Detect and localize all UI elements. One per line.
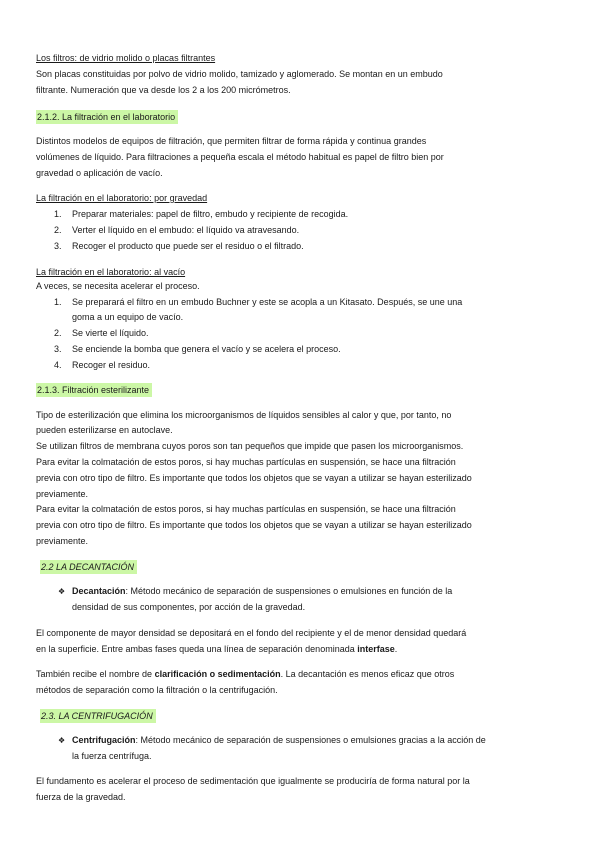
paragraph-line: previa con otro tipo de filtro. Es importante que todos los objetos que se vayan a utilizar se hayan esterilizado xyxy=(36,473,472,483)
list-item: 2. Verter el líquido en el embudo: el líquido va atravesando. xyxy=(54,225,300,235)
list-item: 3. Recoger el producto que puede ser el residuo o el filtrado. xyxy=(54,241,304,251)
bullet-item-continuation: densidad de sus componentes, por acción de la gravedad. xyxy=(72,602,306,612)
gravedad-heading: La filtración en el laboratorio: por gravedad xyxy=(36,193,208,203)
paragraph-line: Se utilizan filtros de membrana cuyos poros son tan pequeños que impide que pasen los microorganismos. xyxy=(36,441,464,451)
filtros-text-line: filtrante. Numeración que va desde los 2 a los 200 micrómetros. xyxy=(36,85,291,95)
paragraph-line: Para evitar la colmatación de estos poros, si hay muchas partículas en suspensión, se hace una filtración xyxy=(36,504,456,514)
diamond-bullet-icon: ❖ xyxy=(58,587,66,596)
paragraph-line: pueden esterilizarse en autoclave. xyxy=(36,425,173,435)
highlighted-heading: 2.1.3. Filtración esterilizante xyxy=(36,383,152,397)
section-heading-2-3 xyxy=(40,709,156,723)
bullet-item: ❖ Centrifugación: Método mecánico de separación de suspensiones o emulsiones gracias a la acción de xyxy=(58,735,486,745)
paragraph-line: También recibe el nombre de clarificación o sedimentación. La decantación es menos eficaz que otros xyxy=(36,669,455,679)
filtros-heading: Los filtros: de vidrio molido o placas filtrantes xyxy=(36,53,216,63)
vacio-intro: A veces, se necesita acelerar el proceso. xyxy=(36,281,200,291)
bullet-item-continuation: la fuerza centrífuga. xyxy=(72,751,152,761)
highlighted-heading: 2.3. LA CENTRIFUGACIÓN xyxy=(40,709,156,723)
paragraph-line: fuerza de la gravedad. xyxy=(36,792,126,802)
paragraph-line: previamente. xyxy=(36,536,89,546)
list-item: 4. Recoger el residuo. xyxy=(54,360,151,370)
paragraph-line: en la superficie. Entre ambas fases queda una línea de separación denominada interfase. xyxy=(36,644,398,654)
paragraph-line: Distintos modelos de equipos de filtración, que permiten filtrar de forma rápida y continua grandes xyxy=(36,136,427,146)
vacio-heading: La filtración en el laboratorio: al vacío xyxy=(36,267,186,277)
paragraph-line: Para evitar la colmatación de estos poros, si hay muchas partículas en suspensión, se hace una filtración xyxy=(36,457,456,467)
paragraph-line: gravedad o aplicación de vacío. xyxy=(36,168,163,178)
list-item: 3. Se enciende la bomba que genera el vacío y se acelera el proceso. xyxy=(54,344,341,354)
paragraph-line: previamente. xyxy=(36,489,89,499)
list-item: 1. Preparar materiales: papel de filtro, embudo y recipiente de recogida. xyxy=(54,209,349,219)
list-item: 1. Se preparará el filtro en un embudo Buchner y este se acopla a un Kitasato. Después, se une una xyxy=(54,297,463,307)
paragraph-line: El componente de mayor densidad se depositará en el fondo del recipiente y el de menor densidad quedará xyxy=(36,628,467,638)
paragraph-line: previa con otro tipo de filtro. Es importante que todos los objetos que se vayan a utilizar se hayan esterilizado xyxy=(36,520,472,530)
section-heading-2-1-2 xyxy=(36,110,178,124)
highlighted-heading: 2.1.2. La filtración en el laboratorio xyxy=(36,110,178,124)
paragraph-line: Tipo de esterilización que elimina los microorganismos de líquidos sensibles al calor y que, por tanto, no xyxy=(36,410,452,420)
paragraph-line: métodos de separación como la filtración o la centrifugación. xyxy=(36,685,278,695)
section-heading-2-2 xyxy=(40,560,137,574)
bullet-item: ❖ Decantación: Método mecánico de separación de suspensiones o emulsiones en función de la xyxy=(58,586,453,596)
highlighted-heading: 2.2 LA DECANTACIÓN xyxy=(40,560,137,574)
paragraph-line: volúmenes de líquido. Para filtraciones a pequeña escala el método habitual es papel de filtro bien por xyxy=(36,152,444,162)
filtros-text-line: Son placas constituidas por polvo de vidrio molido, tamizado y aglomerado. Se montan en un embudo xyxy=(36,69,443,79)
diamond-bullet-icon: ❖ xyxy=(58,736,66,745)
list-item: 2. Se vierte el líquido. xyxy=(54,328,149,338)
paragraph-line: El fundamento es acelerar el proceso de sedimentación que igualmente se produciría de forma natural por la xyxy=(36,776,470,786)
list-item-continuation: goma a un equipo de vacío. xyxy=(72,312,184,322)
section-heading-2-1-3 xyxy=(36,383,152,397)
